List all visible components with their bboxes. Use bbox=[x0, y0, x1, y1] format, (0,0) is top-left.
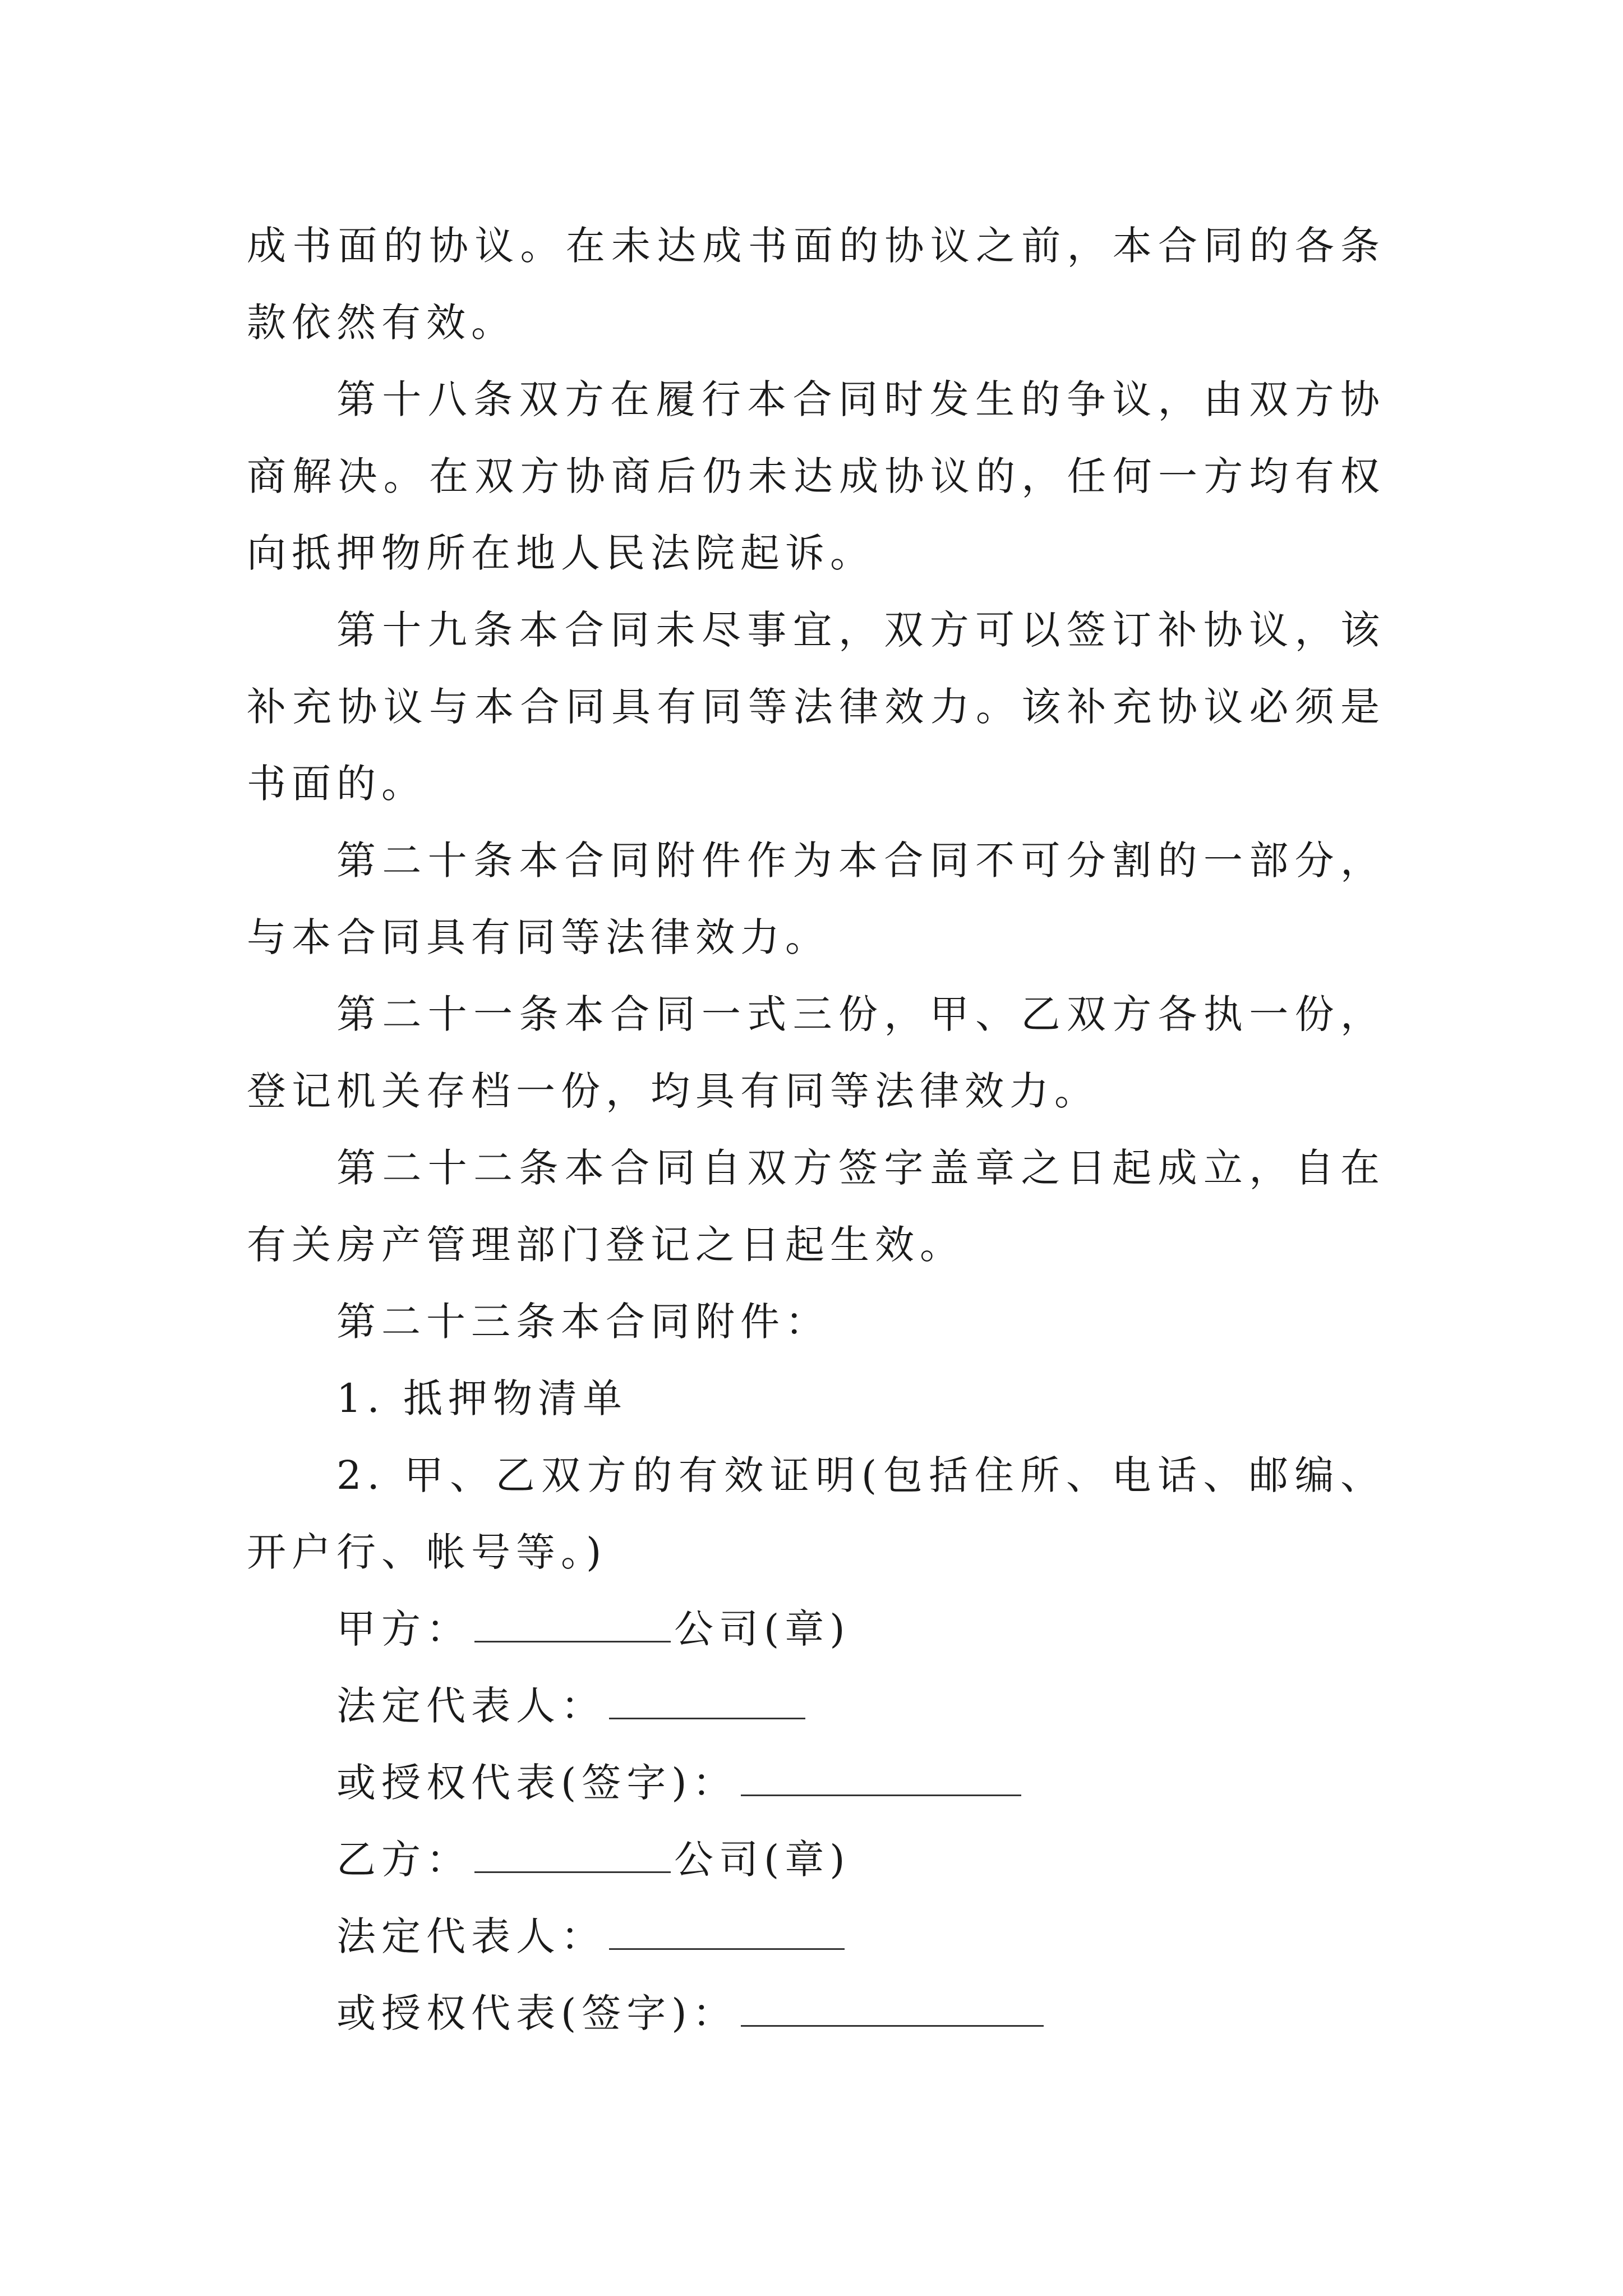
article-22: 第二十二条本合同自双方签字盖章之日起成立，自在有关房产管理部门登记之日起生效。 bbox=[247, 1145, 1385, 1268]
party-a-authorized-rep-blank bbox=[741, 1760, 1021, 1796]
party-b-line bbox=[247, 1821, 1385, 1898]
party-b-authorized-rep-line bbox=[247, 1975, 1385, 2052]
party-b-authorized-rep-label: 或授权代表(签字)： bbox=[336, 1990, 737, 2036]
article-18: 第十八条双方在履行本合同时发生的争议，由双方协商解决。在双方协商后仍未达成协议的，任何一方均有权向抵押物所在地人民法院起诉。 bbox=[247, 376, 1385, 576]
article-20: 第二十条本合同附件作为本合同不可分割的一部分，与本合同具有同等法律效力。 bbox=[247, 838, 1385, 960]
party-b-company-suffix: 公司(章) bbox=[674, 1837, 851, 1883]
party-a-legal-rep-line bbox=[247, 1668, 1385, 1745]
document-body bbox=[247, 208, 1385, 2052]
party-b-legal-rep-line bbox=[247, 1898, 1385, 1975]
party-b-label: 乙方： bbox=[336, 1837, 471, 1883]
party-a-legal-rep-label: 法定代表人： bbox=[336, 1683, 606, 1729]
party-a-company-blank bbox=[474, 1606, 671, 1642]
signature-block-party-b bbox=[247, 1821, 1385, 2052]
party-b-authorized-rep-blank bbox=[741, 1990, 1044, 2027]
party-a-legal-rep-blank bbox=[609, 1683, 805, 1719]
party-a-line bbox=[247, 1591, 1385, 1668]
attachment-item-1: 1. 抵押物清单 bbox=[336, 1375, 628, 1421]
article-23: 第二十三条本合同附件： bbox=[336, 1299, 830, 1345]
signature-block-party-a bbox=[247, 1591, 1385, 1821]
party-a-authorized-rep-label: 或授权代表(签字)： bbox=[336, 1760, 737, 1806]
article-21: 第二十一条本合同一式三份，甲、乙双方各执一份，登记机关存档一份，均具有同等法律效力。 bbox=[247, 991, 1385, 1114]
party-a-label: 甲方： bbox=[336, 1606, 471, 1652]
party-b-legal-rep-label: 法定代表人： bbox=[336, 1913, 606, 1959]
article-19: 第十九条本合同未尽事宜，双方可以签订补协议，该补充协议与本合同具有同等法律效力。该补充协议必须是书面的。 bbox=[247, 607, 1385, 807]
paragraph-continuation: 成书面的协议。在未达成书面的协议之前，本合同的各条款依然有效。 bbox=[247, 223, 1385, 346]
party-b-company-blank bbox=[474, 1837, 671, 1873]
party-a-authorized-rep-line bbox=[247, 1745, 1385, 1821]
party-b-legal-rep-blank bbox=[609, 1913, 845, 1950]
party-a-company-suffix: 公司(章) bbox=[674, 1606, 851, 1652]
attachment-item-2: 2. 甲、乙双方的有效证明(包括住所、电话、邮编、开户行、帐号等。) bbox=[247, 1452, 1385, 1575]
